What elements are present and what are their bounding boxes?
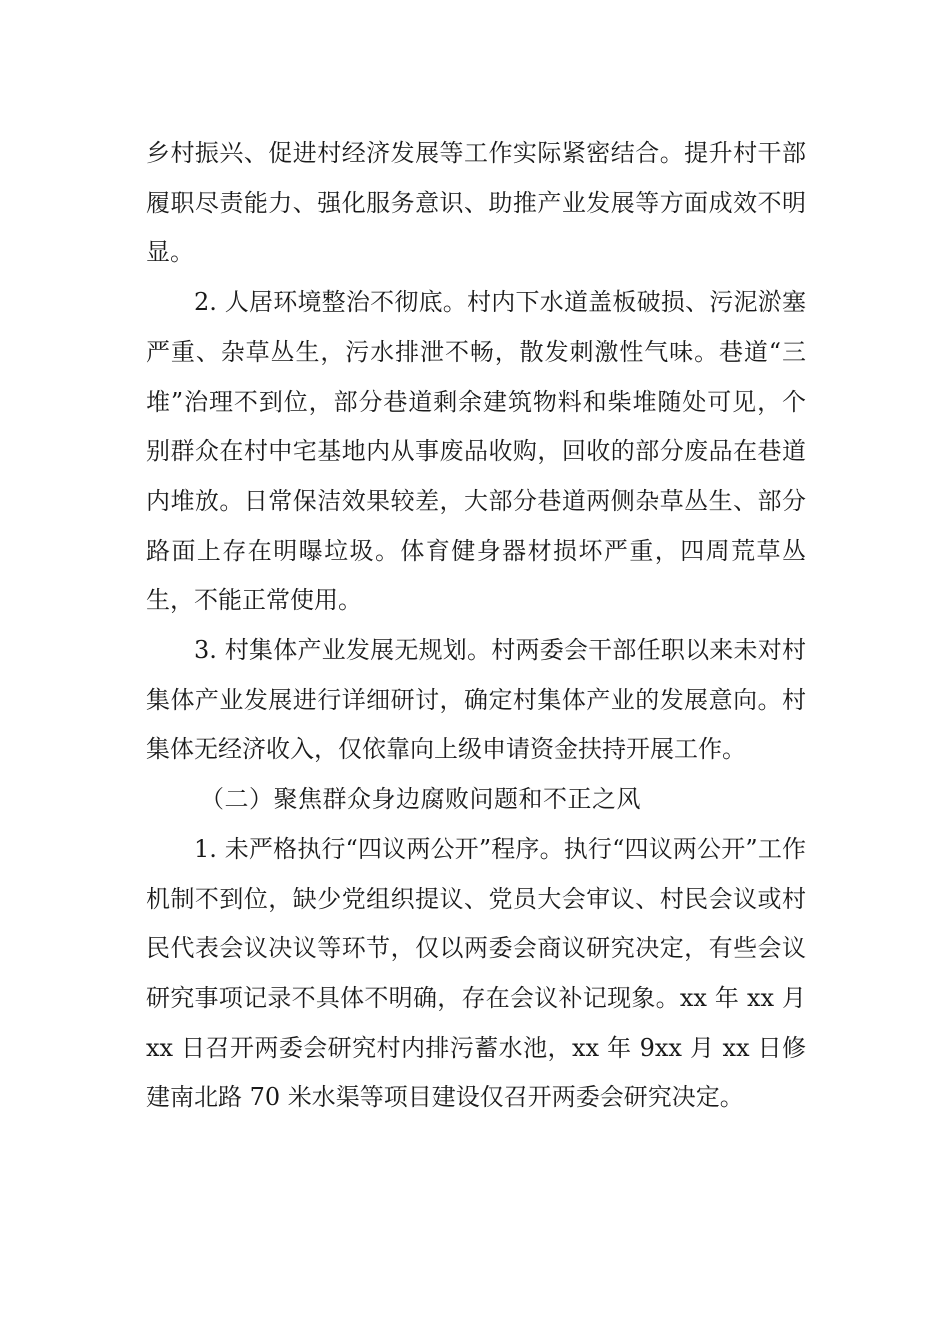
- paragraph-item-1: 1. 未严格执行“四议两公开”程序。执行“四议两公开”工作机制不到位，缺少党组织提议、党员大会审议、村民会议或村民代表会议决议等环节，仅以两委会商议研究决定，有些会议研究事项记录不具体不明确，存在会议补记现象。xx 年 xx 月 xx 日召开两委会研究村内排污蓄水池，xx 年 9xx 月 xx 日修建南北路 70 米水渠等项目建设仅召开两委会研究决定。: [146, 834, 806, 1112]
- section-heading: （二）聚焦群众身边腐败问题和不正之风: [200, 785, 641, 814]
- paragraph-continuation: 乡村振兴、促进村经济发展等工作实际紧密结合。提升村干部履职尽责能力、强化服务意识、助推产业发展等方面成效不明显。: [146, 139, 806, 267]
- document-body: [146, 129, 806, 1123]
- paragraph-item-2: 2. 人居环境整治不彻底。村内下水道盖板破损、污泥淤塞严重、杂草丛生，污水排泄不畅，散发刺激性气味。巷道“三堆”治理不到位，部分巷道剩余建筑物料和柴堆随处可见，个别群众在村中宅基地内从事废品收购，回收的部分废品在巷道内堆放。日常保洁效果较差，大部分巷道两侧杂草丛生、部分路面上存在明曝垃圾。体育健身器材损坏严重，四周荒草丛生，不能正常使用。: [146, 288, 806, 615]
- paragraph-item-3: 3. 村集体产业发展无规划。村两委会干部任职以来未对村集体产业发展进行详细研讨，确定村集体产业的发展意向。村集体无经济收入，仅依靠向上级申请资金扶持开展工作。: [146, 636, 806, 764]
